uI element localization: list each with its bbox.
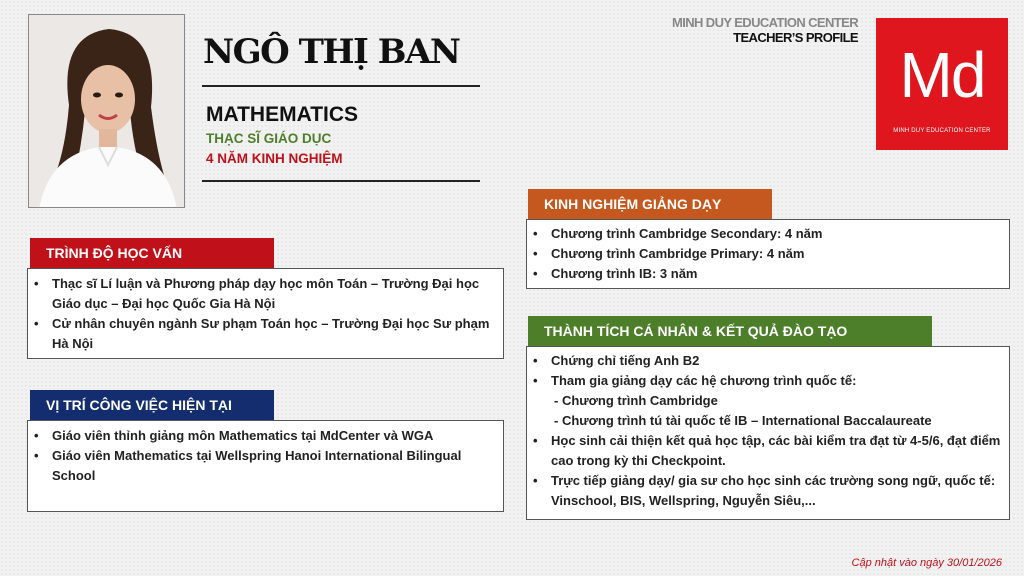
education-box — [27, 268, 504, 359]
logo-mark: Md — [899, 39, 985, 111]
achievements-box — [526, 346, 1010, 520]
name-divider — [202, 85, 480, 87]
achievement-item-text: Tham gia giảng dạy các hệ chương trình quốc tế: — [551, 373, 857, 388]
achievement-subitem: - Chương trình Cambridge — [554, 393, 718, 408]
achievements-header: THÀNH TÍCH CÁ NHÂN & KẾT QUẢ ĐÀO TẠO — [528, 316, 932, 346]
achievement-item: • Học sinh cải thiện kết quả học tập, các bài kiểm tra đạt từ 4-5/6, đạt điểm cao trong kỳ thi Checkpoint. — [527, 431, 1009, 471]
position-item: • Giáo viên thỉnh giảng môn Mathematics tại MdCenter và WGA — [28, 426, 503, 446]
md-logo — [876, 18, 1008, 150]
achievement-item: • Trực tiếp giảng dạy/ gia sư cho học sinh các trường song ngữ, quốc tế: Vinschool, BIS, Wellspring, Nguyễn Siêu,... — [527, 471, 1009, 511]
education-item: • Thạc sĩ Lí luận và Phương pháp dạy học môn Toán – Trường Đại học Giáo dục – Đại học Quốc Gia Hà Nội — [28, 274, 503, 314]
teaching-header: KINH NGHIỆM GIẢNG DẠY — [528, 189, 772, 219]
center-name: MINH DUY EDUCATION CENTER — [671, 15, 858, 30]
position-box — [27, 420, 504, 512]
updated-date: Cập nhật vào ngày 30/01/2026 — [851, 557, 1002, 569]
teaching-item: • Chương trình IB: 3 năm — [527, 264, 1009, 284]
profile-label: TEACHER’S PROFILE — [733, 30, 858, 45]
teacher-subject: MATHEMATICS — [206, 103, 359, 126]
achievement-item — [527, 371, 1009, 431]
teacher-degree: THẠC SĨ GIÁO DỤC — [206, 131, 332, 146]
education-header: TRÌNH ĐỘ HỌC VẤN — [30, 238, 274, 268]
teacher-name: NGÔ THỊ BAN — [203, 32, 460, 72]
info-divider — [202, 180, 480, 182]
teacher-photo — [28, 14, 185, 208]
teacher-experience: 4 NĂM KINH NGHIỆM — [206, 151, 343, 166]
teacher-portrait-icon — [29, 15, 185, 208]
position-header: VỊ TRÍ CÔNG VIỆC HIỆN TẠI — [30, 390, 274, 420]
education-item: • Cử nhân chuyên ngành Sư phạm Toán học – Trường Đại học Sư phạm Hà Nội — [28, 314, 503, 354]
teaching-item: • Chương trình Cambridge Secondary: 4 năm — [527, 224, 1009, 244]
achievement-item: • Chứng chỉ tiếng Anh B2 — [527, 351, 1009, 371]
position-item: • Giáo viên Mathematics tại Wellspring Hanoi International Bilingual School — [28, 446, 503, 486]
teaching-item: • Chương trình Cambridge Primary: 4 năm — [527, 244, 1009, 264]
logo-subtext: MINH DUY EDUCATION CENTER — [893, 128, 991, 134]
achievement-subitem: - Chương trình tú tài quốc tế IB – International Baccalaureate — [554, 413, 932, 428]
teaching-box — [526, 219, 1010, 289]
